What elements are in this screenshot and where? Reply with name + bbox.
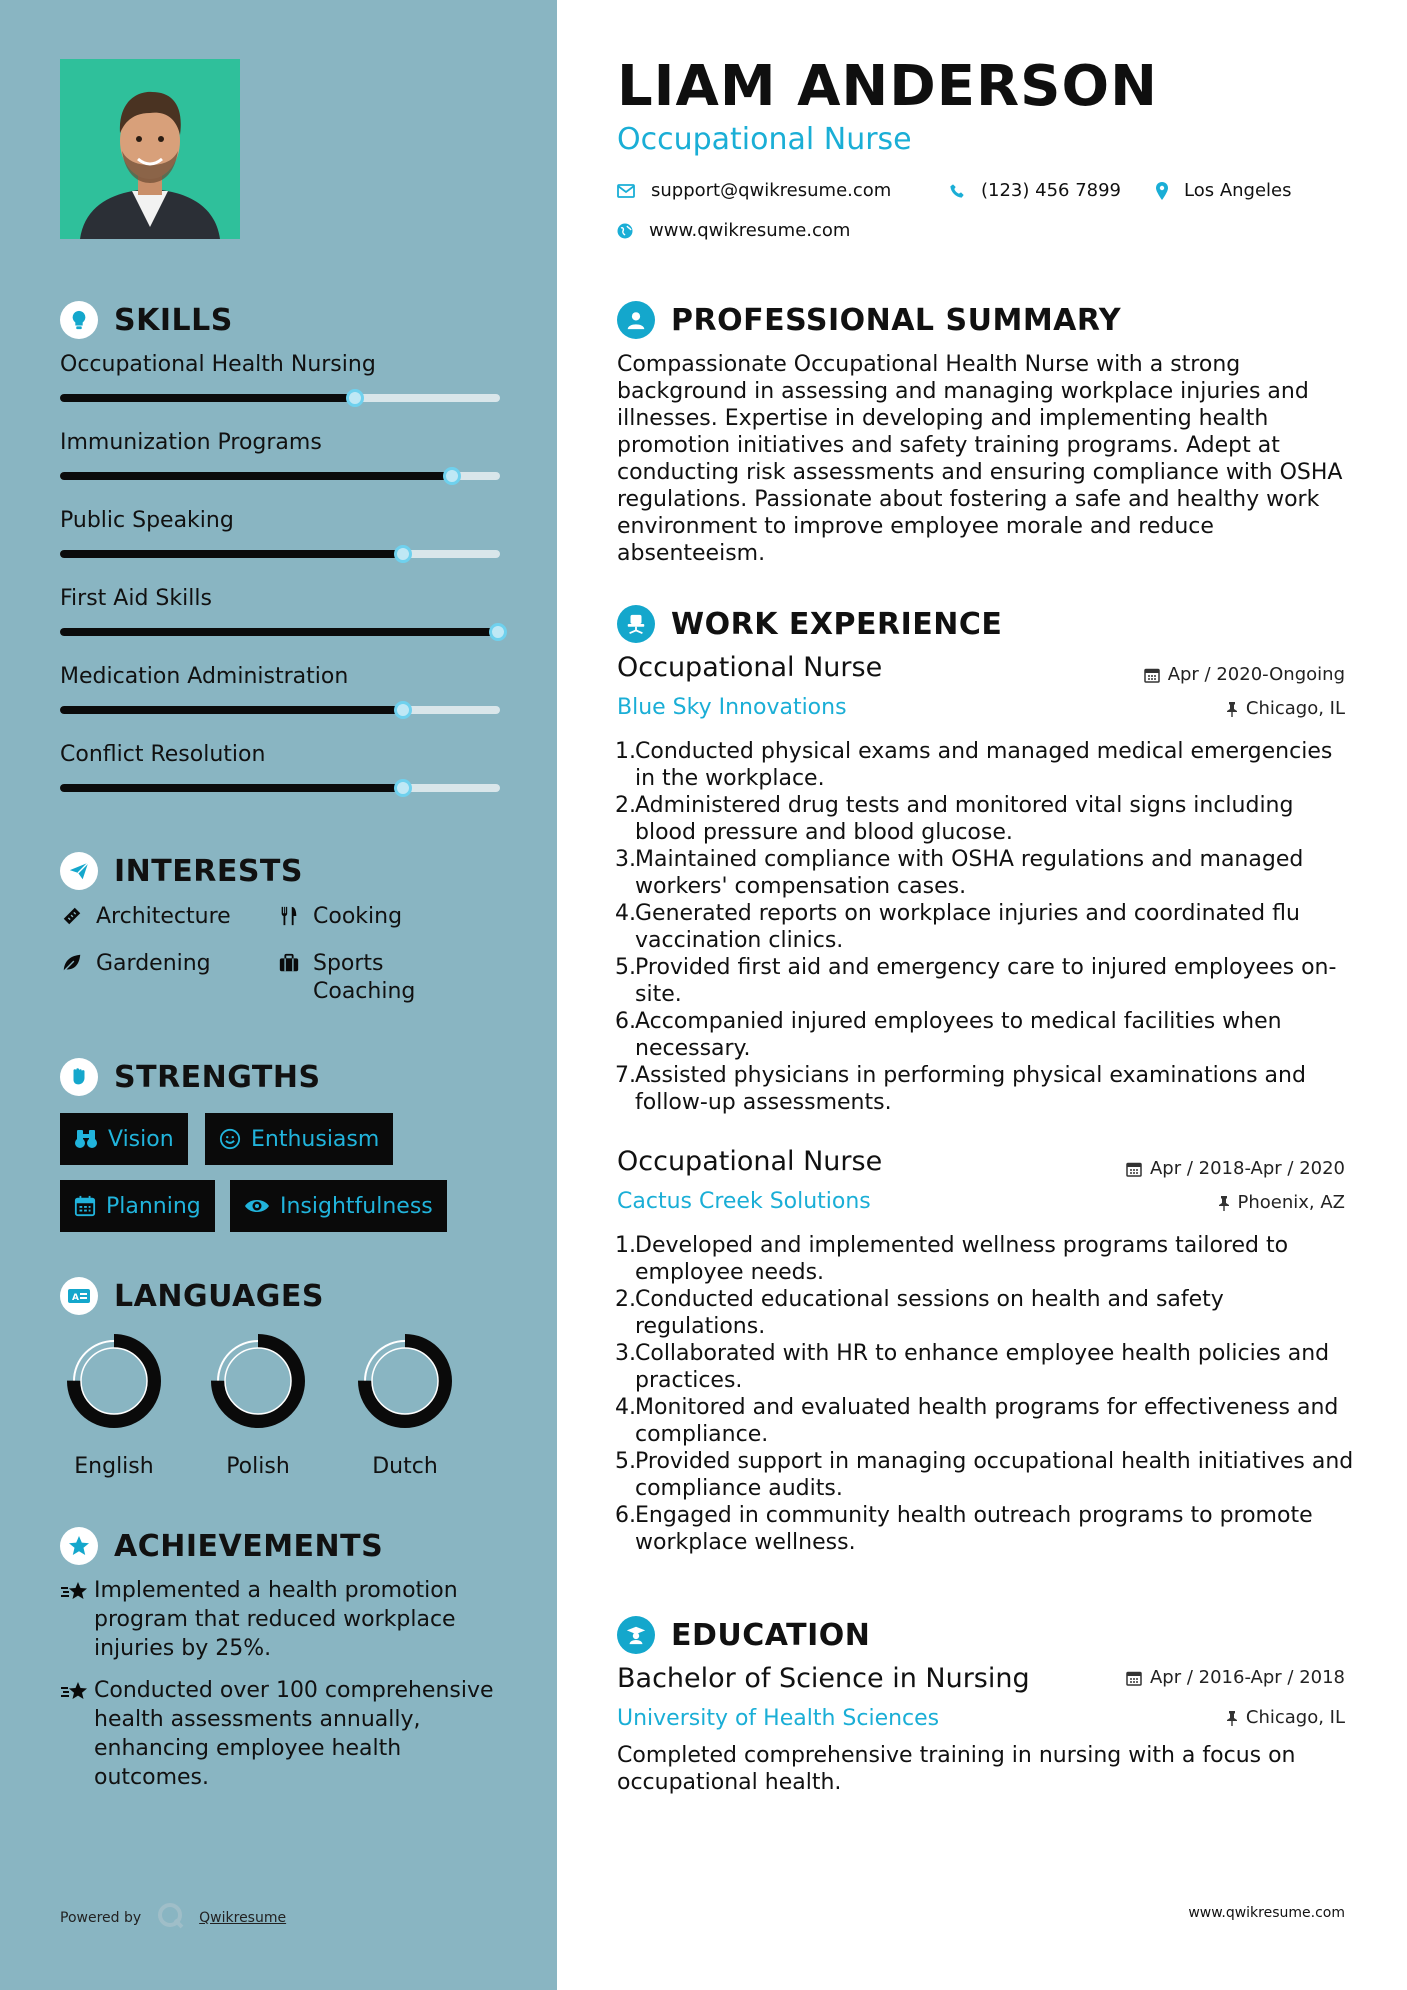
education-dates [1126, 1667, 1345, 1688]
experience-title: WORK EXPERIENCE [671, 606, 1003, 642]
job-bullet [615, 1286, 1355, 1340]
job-location-text: Chicago, IL [1245, 698, 1345, 719]
education-title: EDUCATION [671, 1617, 871, 1653]
language-item [54, 1332, 174, 1479]
contact-location [1156, 180, 1292, 201]
language-donut [356, 1332, 454, 1430]
skill-bar-knob [394, 701, 412, 719]
job-bullet [615, 738, 1355, 792]
candidate-name: LIAM ANDERSON [617, 54, 1158, 119]
user-icon [617, 301, 655, 339]
star-badge-icon [60, 1527, 98, 1565]
donut-inner-ring [225, 1348, 291, 1414]
skill-item [60, 584, 500, 636]
education-location [1226, 1707, 1345, 1728]
achievements-heading [60, 1527, 383, 1565]
bullet-text: Administered drug tests and monitored vital signs including blood pressure and blood glucose. [635, 793, 1294, 845]
footer-url[interactable]: www.qwikresume.com [1188, 1905, 1345, 1921]
bullet-text: Conducted educational sessions on health and safety regulations. [635, 1287, 1224, 1339]
skill-bar-fill [60, 550, 403, 558]
bullet-number: 5. [615, 1449, 636, 1474]
job-dates-text: Apr / 2020-Ongoing [1167, 664, 1345, 685]
bullet-number: 4. [615, 901, 636, 926]
skill-bar [60, 628, 500, 636]
map-pin-icon [1156, 182, 1168, 200]
bullet-number: 1. [615, 1233, 636, 1258]
skill-bar-knob [394, 779, 412, 797]
language-donut [209, 1332, 307, 1430]
briefcase-icon [277, 950, 301, 976]
fist-icon [60, 1058, 98, 1096]
interests-heading [60, 852, 303, 890]
email-text[interactable]: support@qwikresume.com [651, 180, 892, 201]
skill-name: Conflict Resolution [60, 742, 266, 767]
skill-bar [60, 706, 500, 714]
qwikresume-link[interactable]: Qwikresume [199, 1910, 287, 1926]
summary-text: Compassionate Occupational Health Nurse with a strong background in assessing and managing workplace injuries and illnesses. Expertise in developing and implementing health promotion initiatives and safety training programs. Adept at conducting risk assessments and ensuring compliance with OSHA regulations. Passionate about fostering a safe and healthy work environment to improve employee morale and reduce absenteeism. [617, 352, 1343, 566]
skills-heading [60, 301, 233, 339]
bullet-text: Generated reports on workplace injuries and coordinated flu vaccination clinics. [635, 901, 1300, 953]
bullet-text: Provided first aid and emergency care to injured employees on-site. [635, 955, 1337, 1007]
skill-bar-knob [394, 545, 412, 563]
job-bullet [615, 954, 1355, 1008]
skill-bar-fill [60, 394, 355, 402]
bullet-text: Developed and implemented wellness programs tailored to employee needs. [635, 1233, 1289, 1285]
skill-bar-fill [60, 706, 403, 714]
degree-title: Bachelor of Science in Nursing [617, 1663, 1030, 1694]
calendar-icon [74, 1195, 96, 1217]
bullet-text: Collaborated with HR to enhance employee health policies and practices. [635, 1341, 1330, 1393]
job-bullet [615, 1062, 1355, 1116]
strength-badge [205, 1113, 393, 1165]
strengths-title: STRENGTHS [114, 1059, 321, 1095]
achievements-title: ACHIEVEMENTS [114, 1528, 384, 1564]
ruler-icon [60, 903, 84, 929]
education-description: Completed comprehensive training in nursing with a focus on occupational health. [617, 1743, 1296, 1795]
job-title: Occupational Nurse [617, 652, 883, 683]
bullet-number: 2. [615, 1287, 636, 1312]
language-card-icon [60, 1277, 98, 1315]
envelope-icon [617, 184, 635, 198]
skill-name: Occupational Health Nursing [60, 352, 376, 377]
candidate-role: Occupational Nurse [617, 122, 912, 157]
paper-plane-icon [60, 852, 98, 890]
eye-icon [244, 1197, 270, 1215]
skill-item [60, 350, 500, 402]
interest-item [60, 950, 211, 978]
strength-label: Insightfulness [280, 1193, 433, 1219]
shooting-star-icon [60, 1580, 94, 1663]
education-heading [617, 1616, 870, 1654]
shooting-star-icon [60, 1680, 94, 1792]
bullet-number: 3. [615, 1341, 636, 1366]
cutlery-icon [277, 903, 301, 929]
interest-item [277, 950, 433, 1006]
job-bullets [615, 1232, 1355, 1556]
bullet-text: Conducted physical exams and managed medical emergencies in the workplace. [635, 739, 1333, 791]
bullet-number: 1. [615, 739, 636, 764]
powered-by-label: Powered by [60, 1910, 142, 1926]
location-text: Los Angeles [1184, 180, 1292, 201]
svg-text:A: A [72, 1293, 79, 1303]
skill-name: First Aid Skills [60, 586, 212, 611]
skill-name: Public Speaking [60, 508, 234, 533]
contact-email [617, 180, 891, 201]
bullet-text: Maintained compliance with OSHA regulations and managed workers' compensation cases. [635, 847, 1304, 899]
job-location [1226, 698, 1345, 719]
profile-photo [60, 59, 240, 239]
job-dates [1144, 664, 1345, 685]
strengths-heading [60, 1058, 321, 1096]
summary-heading [617, 301, 1121, 339]
skill-bar [60, 550, 500, 558]
interest-label: Architecture [96, 904, 231, 929]
language-name: Dutch [372, 1454, 438, 1479]
interests-title: INTERESTS [114, 853, 303, 889]
language-donut [65, 1332, 163, 1430]
skill-bar [60, 394, 500, 402]
interest-label: Cooking [313, 904, 403, 929]
contact-phone [949, 180, 1121, 201]
phone-icon [949, 183, 965, 199]
job-bullet [615, 1394, 1355, 1448]
education-location-text: Chicago, IL [1245, 1707, 1345, 1728]
achievement-item [60, 1676, 500, 1792]
office-chair-icon [617, 605, 655, 643]
job-title: Occupational Nurse [617, 1146, 883, 1177]
main-content [557, 0, 1407, 1990]
bullet-text: Assisted physicians in performing physical examinations and follow-up assessments. [635, 1063, 1306, 1115]
smile-icon [219, 1128, 241, 1150]
skill-bar [60, 784, 500, 792]
website-text[interactable]: www.qwikresume.com [649, 220, 851, 241]
calendar-icon [1144, 667, 1160, 683]
pushpin-icon [1226, 1710, 1238, 1726]
interest-item [60, 903, 231, 931]
job-bullet [615, 1448, 1355, 1502]
strength-label: Vision [108, 1126, 174, 1152]
bullet-number: 4. [615, 1395, 636, 1420]
skill-bar-knob [443, 467, 461, 485]
language-name: English [74, 1454, 154, 1479]
strength-label: Planning [106, 1193, 201, 1219]
job-dates [1126, 1158, 1345, 1179]
donut-inner-ring [81, 1348, 147, 1414]
skill-bar-knob [489, 623, 507, 641]
phone-text: (123) 456 7899 [981, 180, 1122, 201]
job-bullets [615, 738, 1355, 1116]
achievement-text: Conducted over 100 comprehensive health assessments annually, enhancing employee health outcomes. [94, 1678, 494, 1790]
bullet-number: 3. [615, 847, 636, 872]
bullet-text: Provided support in managing occupational health initiatives and compliance audits. [635, 1449, 1354, 1501]
bullet-text: Monitored and evaluated health programs for effectiveness and compliance. [635, 1395, 1339, 1447]
graduate-icon [617, 1616, 655, 1654]
strength-badge [60, 1113, 188, 1165]
skill-bar-fill [60, 472, 452, 480]
pushpin-icon [1226, 701, 1238, 717]
strength-label: Enthusiasm [251, 1126, 380, 1152]
achievement-text: Implemented a health promotion program that reduced workplace injuries by 25%. [94, 1578, 458, 1661]
job-bullet [615, 1008, 1355, 1062]
bullet-number: 6. [615, 1503, 636, 1528]
education-dates-text: Apr / 2016-Apr / 2018 [1149, 1667, 1345, 1688]
skill-bar [60, 472, 500, 480]
job-location-text: Phoenix, AZ [1237, 1192, 1345, 1213]
language-item [198, 1332, 318, 1479]
interest-label: Gardening [96, 951, 211, 976]
job-location [1218, 1192, 1346, 1213]
job-dates-text: Apr / 2018-Apr / 2020 [1149, 1158, 1345, 1179]
job-bullet [615, 1502, 1355, 1556]
experience-heading [617, 605, 1002, 643]
skill-name: Immunization Programs [60, 430, 322, 455]
strength-badge [60, 1180, 215, 1232]
contact-website [617, 220, 850, 241]
skills-title: SKILLS [114, 302, 233, 338]
languages-heading [60, 1277, 324, 1315]
strength-badge [230, 1180, 447, 1232]
interest-label: Sports Coaching [313, 951, 416, 1004]
calendar-icon [1126, 1670, 1142, 1686]
skill-bar-knob [346, 389, 364, 407]
donut-inner-ring [372, 1348, 438, 1414]
skill-item [60, 428, 500, 480]
skill-name: Medication Administration [60, 664, 349, 689]
job-bullet [615, 900, 1355, 954]
achievement-item [60, 1576, 500, 1663]
job-company: Cactus Creek Solutions [617, 1189, 871, 1214]
bullet-number: 2. [615, 793, 636, 818]
bullet-text: Accompanied injured employees to medical facilities when necessary. [635, 1009, 1282, 1061]
job-bullet [615, 846, 1355, 900]
skill-item [60, 740, 500, 792]
summary-title: PROFESSIONAL SUMMARY [671, 302, 1122, 338]
language-item [345, 1332, 465, 1479]
skill-item [60, 662, 500, 714]
lightbulb-icon [60, 301, 98, 339]
powered-by [60, 1902, 286, 1934]
bullet-text: Engaged in community health outreach programs to promote workplace wellness. [635, 1503, 1313, 1555]
globe-icon [617, 223, 633, 239]
pushpin-icon [1218, 1195, 1230, 1211]
bullet-number: 5. [615, 955, 636, 980]
job-bullet [615, 1232, 1355, 1286]
binoculars-icon [74, 1128, 98, 1150]
job-bullet [615, 792, 1355, 846]
leaf-icon [60, 950, 84, 976]
qwikresume-logo-icon [157, 1902, 185, 1934]
sidebar [0, 0, 557, 1990]
bullet-number: 7. [615, 1063, 636, 1088]
skill-bar-fill [60, 784, 403, 792]
language-name: Polish [226, 1454, 290, 1479]
school-name: University of Health Sciences [617, 1706, 940, 1731]
languages-title: LANGUAGES [114, 1278, 324, 1314]
job-bullet [615, 1340, 1355, 1394]
skill-bar-fill [60, 628, 500, 636]
calendar-icon [1126, 1161, 1142, 1177]
job-company: Blue Sky Innovations [617, 695, 847, 720]
skill-item [60, 506, 500, 558]
bullet-number: 6. [615, 1009, 636, 1034]
interest-item [277, 903, 402, 931]
